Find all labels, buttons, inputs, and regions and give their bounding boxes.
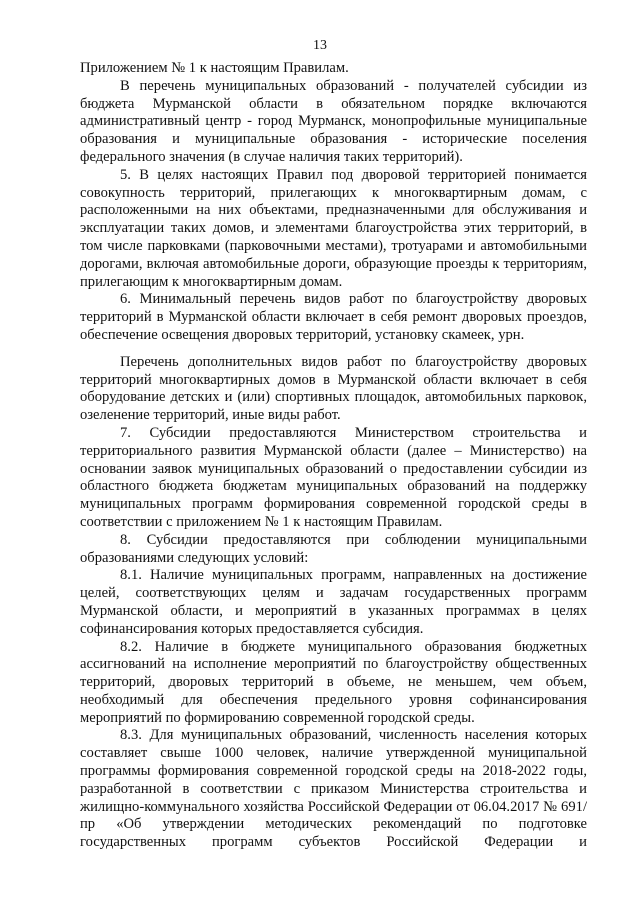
paragraph-7-subsidy-provision: 7. Субсидии предоставляются Министерством строительства и территориального развития Мурманской области (далее – Министерство) на основании заявок муниципальных образований о предоставлении субсидии из областного бюджета бюджетам муниципальных образований на поддержку муниципальных программ формирования современной городской среды в соответствии с приложением № 1 к настоящим Правилам. bbox=[80, 424, 587, 530]
paragraph-8-3: 8.3. Для муниципальных образований, численность населения которых составляет свыше 1000 человек, наличие утвержденной муниципальной программы формирования современной городской среды на 2018-2022 годы, разработанной в соответствии с приказом Министерства строительства и жилищно-коммунального хозяйства Российской Федерации от 06.04.2017 № 691/пр «Об утверждении методических рекомендаций по подготовке государственных программ субъектов Российской Федерации и bbox=[80, 727, 587, 851]
paragraph-5-courtyard-definition: 5. В целях настоящих Правил под дворовой территорией понимается совокупность территорий, прилегающих к многоквартирным домам, с расположенными на них объектами, предназначенными для обслуживания и эксплуатации таких домов, и элементами благоустройства этих территорий, в том числе парковками (парковочными местами), тротуарами и автомобильными дорогами, включая автомобильные дороги, образующие проезды к территориям, прилегающим к многоквартирным домам. bbox=[80, 166, 587, 290]
paragraph-8-2: 8.2. Наличие в бюджете муниципального образования бюджетных ассигнований на исполнение мероприятий по благоустройству общественных территорий, дворовых территорий в объеме, не меньшем, чем объем, необходимый для обеспечения предельного уровня софинансирования мероприятий по формированию современной городской среды. bbox=[80, 638, 587, 726]
paragraph-additional-works: Перечень дополнительных видов работ по благоустройству дворовых территорий многоквартирных домов в Мурманской области включает в себя оборудование детских и (или) спортивных площадок, автомобильных парковок, озеленение территорий, иные виды работ. bbox=[80, 353, 587, 424]
paragraph-6-minimum-works: 6. Минимальный перечень видов работ по благоустройству дворовых территорий в Мурманской области включает в себя ремонт дворовых проездов, обеспечение освещения дворовых территорий, установку скамеек, урн. bbox=[80, 291, 587, 343]
paragraph-continuation: Приложением № 1 к настоящим Правилам. bbox=[80, 60, 349, 76]
paragraph-8-conditions: 8. Субсидии предоставляются при соблюдении муниципальными образованиями следующих условий: bbox=[80, 531, 587, 566]
document-body bbox=[80, 60, 587, 852]
page-number: 13 bbox=[313, 38, 327, 53]
paragraph-8-1: 8.1. Наличие муниципальных программ, направленных на достижение целей, соответствующих целям и задачам государственных программ Мурманской области, и мероприятий в указанных программах в целях софинансирования которых предоставляется субсидия. bbox=[80, 567, 587, 637]
paragraph-municipal-list: В перечень муниципальных образований - получателей субсидии из бюджета Мурманской области в обязательном порядке включаются административный центр - город Мурманск, монопрофильные муниципальные образования и муниципальные образования - исторические поселения федерального значения (в случае наличия таких территорий). bbox=[80, 77, 587, 165]
